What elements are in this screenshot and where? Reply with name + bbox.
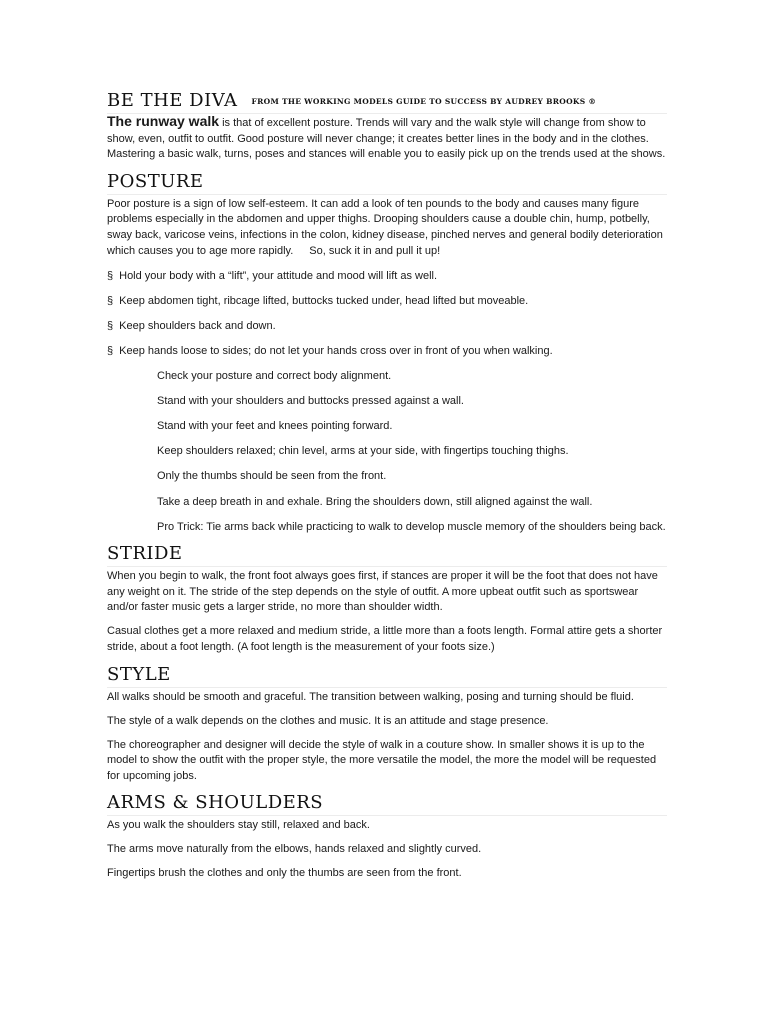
pro-trick: Pro Trick: Tie arms back while practicing to walk to develop muscle memory of the shoulders being back. xyxy=(157,520,666,533)
section-symbol: § xyxy=(107,319,114,332)
posture-step: Take a deep breath in and exhale. Bring the shoulders down, still aligned against the wall. xyxy=(157,495,593,508)
section-heading-posture: POSTURE xyxy=(107,171,667,195)
posture-step: Only the thumbs should be seen from the front. xyxy=(157,470,387,483)
section-symbol: § xyxy=(107,344,114,357)
posture-bullet xyxy=(107,269,667,285)
arms-paragraph: Fingertips brush the clothes and only the thumbs are seen from the front. xyxy=(107,867,462,880)
document-title xyxy=(107,90,667,114)
posture-bullet xyxy=(107,294,667,310)
title-subtitle: FROM THE WORKING MODELS GUIDE TO SUCCESS BY AUDREY BROOKS ® xyxy=(251,97,597,106)
arms-paragraph: The arms move naturally from the elbows, hands relaxed and slightly curved. xyxy=(107,843,482,856)
bullet-text: Keep abdomen tight, ribcage lifted, buttocks tucked under, head lifted but moveable. xyxy=(119,294,529,307)
section-symbol: § xyxy=(107,269,114,282)
posture-bullet xyxy=(107,344,667,360)
section-heading-style: STYLE xyxy=(107,664,667,688)
posture-step: Keep shoulders relaxed; chin level, arms at your side, with fingertips touching thighs. xyxy=(157,445,569,458)
intro-lead: The runway walk xyxy=(107,113,220,129)
stride-paragraph: Casual clothes get a more relaxed and medium stride, a little more than a foots length. Formal attire gets a shorter stride, about a foot length. (A foot length is the measurement of your foots size.) xyxy=(107,625,663,653)
bullet-text: Hold your body with a “lift”, your attitude and mood will lift as well. xyxy=(119,269,438,282)
section-heading-stride: STRIDE xyxy=(107,543,667,567)
posture-step: Stand with your shoulders and buttocks pressed against a wall. xyxy=(157,395,464,408)
document-content xyxy=(107,90,667,882)
posture-paragraph xyxy=(107,197,667,259)
title-text: BE THE DIVA xyxy=(107,90,238,111)
posture-text: Poor posture is a sign of low self-esteem. It can add a look of ten pounds to the body and causes many figure problems especially in the abdomen and upper thighs. Drooping shoulders cause a double chin, hump, potbelly, sway back, varicose veins, infections in the colon, kidney disease, pinched nerves and general bodily deterioration which causes you to age more rapidly. xyxy=(107,197,663,257)
style-paragraph: All walks should be smooth and graceful. The transition between walking, posing and turning should be fluid. xyxy=(107,690,634,703)
posture-bullet xyxy=(107,319,667,335)
style-paragraph: The style of a walk depends on the clothes and music. It is an attitude and stage presence. xyxy=(107,714,549,727)
bullet-text: Keep shoulders back and down. xyxy=(119,319,276,332)
posture-step: Stand with your feet and knees pointing forward. xyxy=(157,420,393,433)
intro-text: is that of excellent posture. Trends will vary and the walk style will change from show to show, even, outfit to outfit. Good posture will never change; it creates better lines in the body and in the clothes. Mastering a basic walk, turns, poses and stances will enable you to easily pick up on the trends used at the shows. xyxy=(107,117,666,161)
arms-paragraph: As you walk the shoulders stay still, relaxed and back. xyxy=(107,819,370,832)
section-heading-arms-shoulders: ARMS & SHOULDERS xyxy=(107,792,667,816)
stride-paragraph: When you begin to walk, the front foot always goes first, if stances are proper it will be the foot that does not have any weight on it. The stride of the step depends on the style of outfit. A more upbeat outfit such as sportswear and/or faster music gets a larger stride, no more than shoulder width. xyxy=(107,570,658,614)
section-symbol: § xyxy=(107,294,114,307)
bullet-text: Keep hands loose to sides; do not let your hands cross over in front of you when walking. xyxy=(119,344,553,357)
style-paragraph: The choreographer and designer will decide the style of walk in a couture show. In smaller shows it is up to the model to show the outfit with the proper style, the more versatile the model, the more the model will be requested for upcoming jobs. xyxy=(107,738,657,782)
posture-step: Check your posture and correct body alignment. xyxy=(157,370,392,383)
intro-paragraph xyxy=(107,114,667,163)
posture-tail: So, suck it in and pull it up! xyxy=(309,244,441,257)
